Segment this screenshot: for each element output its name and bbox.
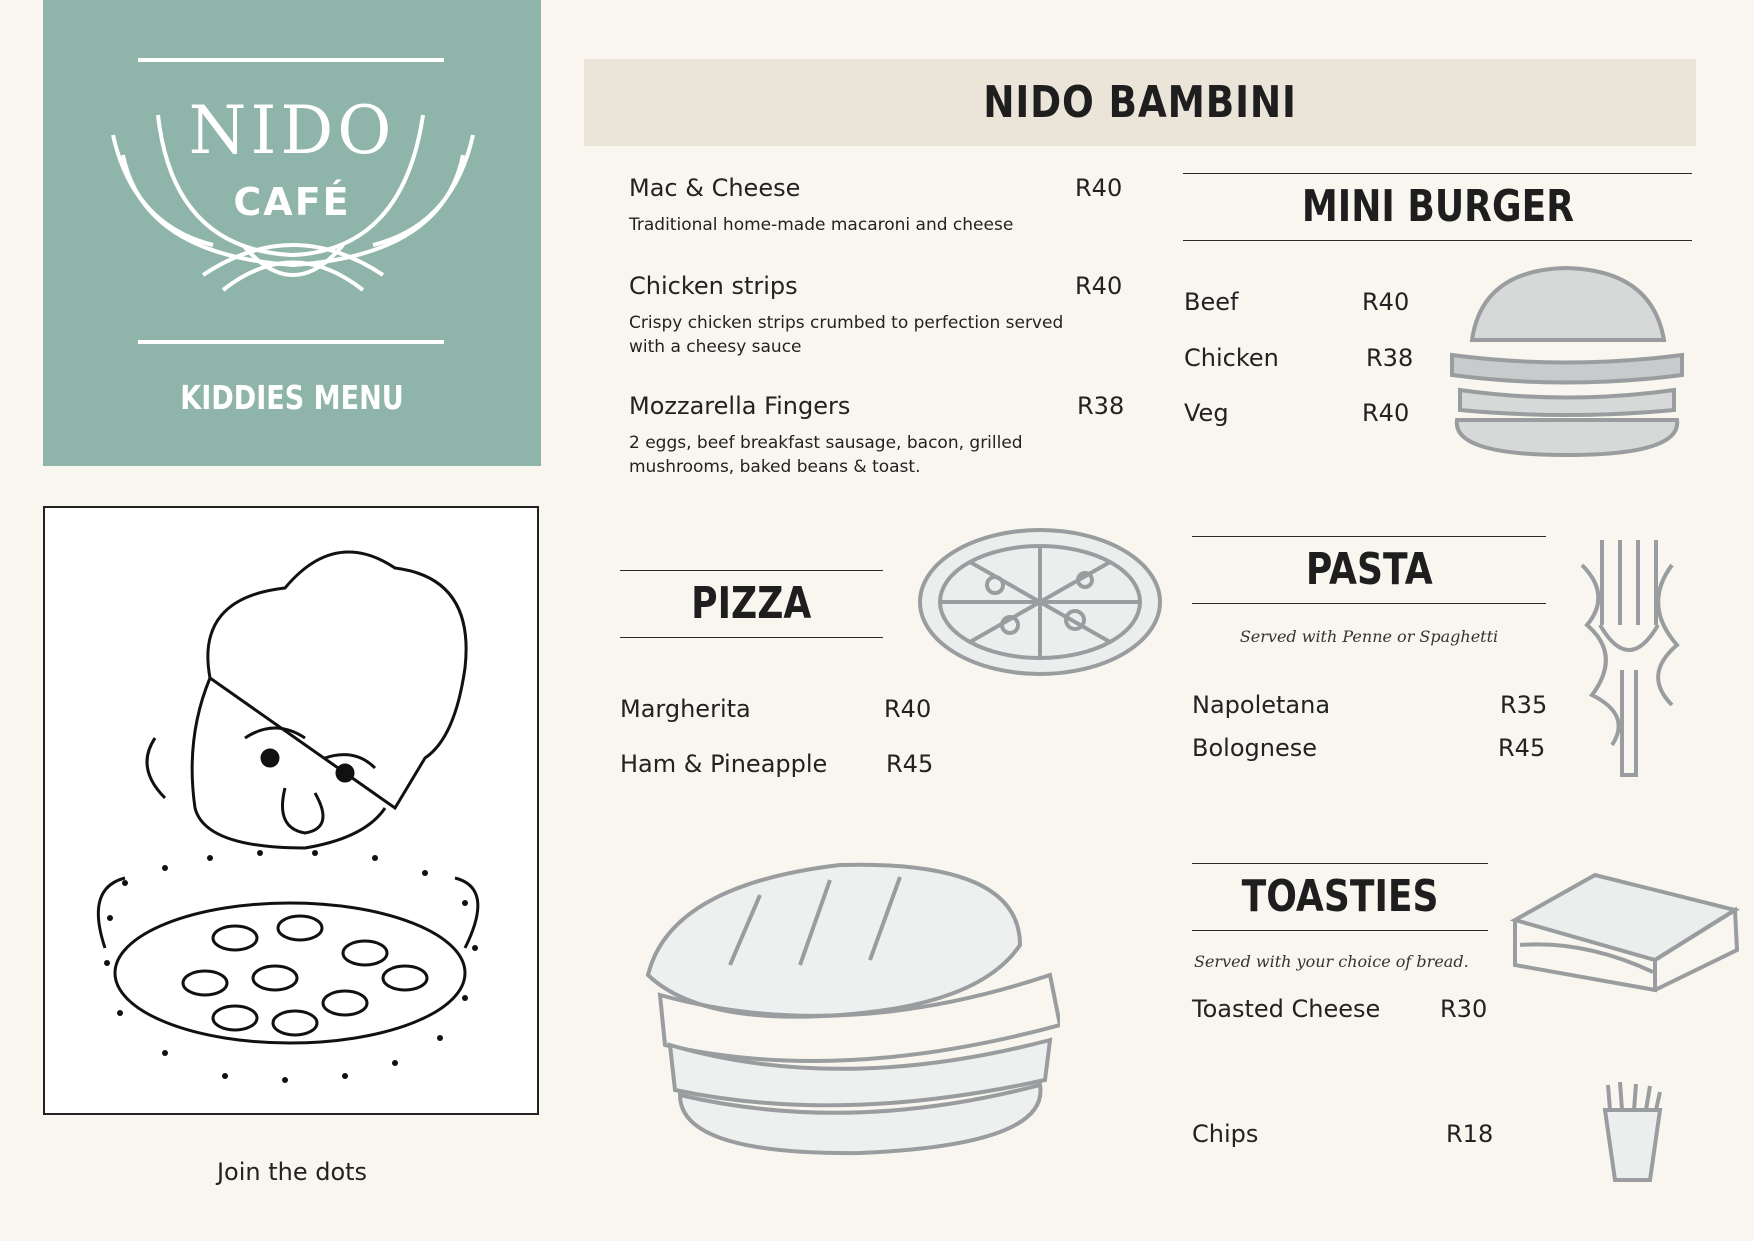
chicken-strips-desc: Crispy chicken strips crumbed to perfection served with a cheesy sauce [629,313,1064,357]
logo-top-rule [138,58,444,62]
pasta-heading: PASTA [1192,536,1546,604]
menu-title: NIDO BAMBINI [983,77,1297,128]
join-the-dots-activity [43,506,539,1115]
burger-veg-name: Veg [1184,399,1229,427]
chef-coloring-illustration-icon [45,508,536,1112]
pizza-ham-name: Ham & Pineapple [620,750,828,778]
pizza-heading: PIZZA [620,570,883,638]
logo-cafe: CAFÉ [233,180,351,224]
toasties-note: Served with your choice of bread. [1194,952,1469,971]
burger-chicken-name: Chicken [1184,344,1279,372]
pasta-bolognese-name: Bolognese [1192,734,1317,762]
chicken-strips-name: Chicken strips [629,272,798,300]
pasta-note: Served with Penne or Spaghetti [1239,627,1499,646]
toasties-heading: TOASTIES [1192,863,1488,931]
burger-veg-price: R40 [1362,399,1410,427]
mozzarella-desc: 2 eggs, beef breakfast sausage, bacon, grilled mushrooms, baked beans & toast. [629,433,1023,477]
logo-panel [43,0,541,466]
burger-beef-name: Beef [1184,288,1239,316]
mozzarella-name: Mozzarella Fingers [629,392,851,420]
mac-cheese-desc: Traditional home-made macaroni and cheese [629,215,1014,235]
burger-heading: MINI BURGER [1183,173,1692,241]
mac-cheese-price: R40 [1075,174,1123,202]
burger-illustration-icon [1442,260,1690,460]
logo-bottom-rule [138,340,444,344]
chicken-strips-price: R40 [1075,272,1123,300]
pizza-margherita-price: R40 [884,695,932,723]
logo-name: NIDO [188,92,396,169]
pasta-bolognese-price: R45 [1498,734,1546,762]
menu-title-band [584,59,1696,146]
chips-name: Chips [1192,1120,1259,1148]
burger-beef-price: R40 [1362,288,1410,316]
kiddies-menu-label: KIDDIES MENU [180,378,404,417]
fork-pasta-illustration-icon [1572,535,1692,780]
mac-cheese-name: Mac & Cheese [629,174,801,202]
sub-sandwich-illustration-icon [640,855,1060,1160]
chips-price: R18 [1446,1120,1494,1148]
toasted-cheese-name: Toasted Cheese [1192,995,1381,1023]
pizza-margherita-name: Margherita [620,695,751,723]
mozzarella-price: R38 [1077,392,1125,420]
pizza-ham-price: R45 [886,750,934,778]
sandwich-illustration-icon [1505,870,1745,995]
pasta-napoletana-price: R35 [1500,691,1548,719]
activity-caption: Join the dots [216,1158,368,1186]
burger-chicken-price: R38 [1366,344,1414,372]
pasta-napoletana-name: Napoletana [1192,691,1331,719]
toasted-cheese-price: R30 [1440,995,1488,1023]
pizza-illustration-icon [915,525,1165,680]
fries-illustration-icon [1590,1080,1670,1185]
